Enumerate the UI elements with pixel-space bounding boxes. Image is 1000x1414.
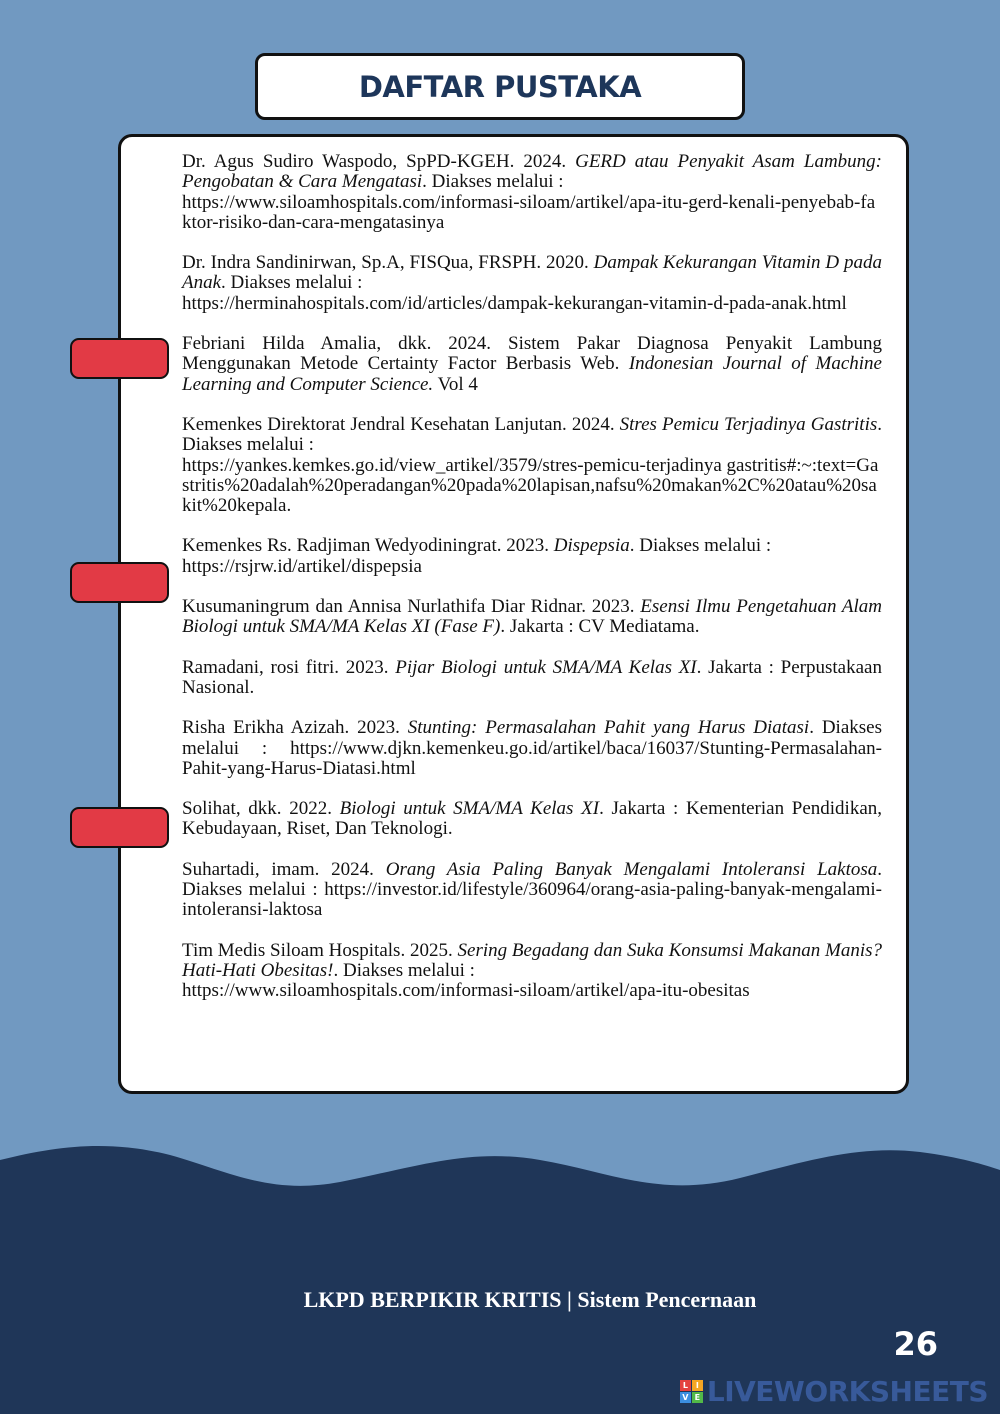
reference-url[interactable]: https://yankes.kemkes.go.id/view_artikel/3579/stres-pemicu-terjadinya gastritis#:~:text=Gastritis%20adalah%20peradangan%20pada%20lapisan,nafsu%20makan%2C%20atau%20sakit%20kepala. — [182, 454, 879, 517]
footer-wave — [0, 1130, 1000, 1414]
binder-tab — [70, 807, 169, 848]
binder-tab — [70, 338, 169, 379]
title-box — [255, 53, 745, 120]
reference-entry: Febriani Hilda Amalia, dkk. 2024. Sistem Pakar Diagnosa Penyakit Lambung Menggunakan Metode Certainty Factor Berbasis Web. Indonesian Journal of Machine Learning and Computer Science. Vol 4 — [182, 333, 882, 395]
watermark-text: LIVEWORKSHEETS — [706, 1375, 988, 1408]
footer-title: LKPD BERPIKIR KRITIS | Sistem Pencernaan — [303, 1287, 757, 1312]
page-number: 26 — [893, 1325, 938, 1363]
watermark — [680, 1375, 988, 1408]
reference-entry: Dr. Agus Sudiro Waspodo, SpPD-KGEH. 2024. GERD atau Penyakit Asam Lambung: Pengobatan & Cara Mengatasi. Diakses melalui : https://www.siloamhospitals.com/informasi-siloam/artikel/apa-itu-gerd-kenali-penyebab-faktor-risiko-dan-cara-mengatasinya — [182, 151, 883, 233]
reference-entry: Suhartadi, imam. 2024. Orang Asia Paling Banyak Mengalami Intoleransi Laktosa. Diakses melalui : https://investor.id/lifestyle/360964/orang-asia-paling-banyak-mengalami-intoleransi-laktosa — [182, 858, 882, 921]
page-title: DAFTAR PUSTAKA — [358, 69, 642, 104]
reference-entry: Risha Erikha Azizah. 2023. Stunting: Permasalahan Pahit yang Harus Diatasi. Diakses melalui : https://www.djkn.kemenkeu.go.id/artikel/baca/16037/Stunting-Permasalahan-Pahit-yang-Harus-Diatasi.html — [182, 717, 882, 779]
liveworksheets-logo-icon: L I V E — [680, 1380, 703, 1403]
reference-url[interactable]: https://www.siloamhospitals.com/informasi-siloam/artikel/apa-itu-obesitas — [182, 980, 750, 1002]
reference-url[interactable]: https://herminahospitals.com/id/articles/dampak-kekurangan-vitamin-d-pada-anak.html — [182, 292, 847, 314]
reference-entry: Kemenkes Rs. Radjiman Wedyodiningrat. 2023. Dispepsia. Diakses melalui : https://rsjrw.id/artikel/dispepsia — [182, 536, 882, 577]
reference-url[interactable]: https://www.siloamhospitals.com/informasi-siloam/artikel/apa-itu-gerd-kenali-penyebab-faktor-risiko-dan-cara-mengatasinya — [182, 191, 876, 233]
reference-url[interactable]: https://rsjrw.id/artikel/dispepsia — [182, 555, 422, 577]
reference-entry: Kusumaningrum dan Annisa Nurlathifa Diar Ridnar. 2023. Esensi Ilmu Pengetahuan Alam Biologi untuk SMA/MA Kelas XI (Fase F). Jakarta : CV Mediatama. — [182, 596, 882, 638]
reference-entry: Solihat, dkk. 2022. Biologi untuk SMA/MA Kelas XI. Jakarta : Kementerian Pendidikan, Kebudayaan, Riset, Dan Teknologi. — [182, 798, 883, 840]
binder-tab — [70, 562, 169, 603]
reference-list — [182, 152, 882, 1022]
reference-entry: Tim Medis Siloam Hospitals. 2025. Sering Begadang dan Suka Konsumsi Makanan Manis? Hati-Hati Obesitas!. Diakses melalui : https://www.siloamhospitals.com/informasi-siloam/artikel/apa-itu-obesitas — [182, 939, 882, 1002]
reference-entry: Kemenkes Direktorat Jendral Kesehatan Lanjutan. 2024. Stres Pemicu Terjadinya Gastritis. Diakses melalui : https://yankes.kemkes.go.id/view_artikel/3579/stres-pemicu-terjadinya gastritis#:~:text=Gastritis%20adalah%20peradangan%20pada%20lapisan,nafsu%20makan%2C%20atau%20sakit%20kepala. — [182, 413, 882, 517]
reference-entry: Dr. Indra Sandinirwan, Sp.A, FISQua, FRSPH. 2020. Dampak Kekurangan Vitamin D pada Anak. Diakses melalui : https://herminahospitals.com/id/articles/dampak-kekurangan-vitamin-d-pada-anak.html — [182, 252, 882, 314]
reference-entry: Ramadani, rosi fitri. 2023. Pijar Biologi untuk SMA/MA Kelas XI. Jakarta : Perpustakaan Nasional. — [182, 656, 882, 698]
